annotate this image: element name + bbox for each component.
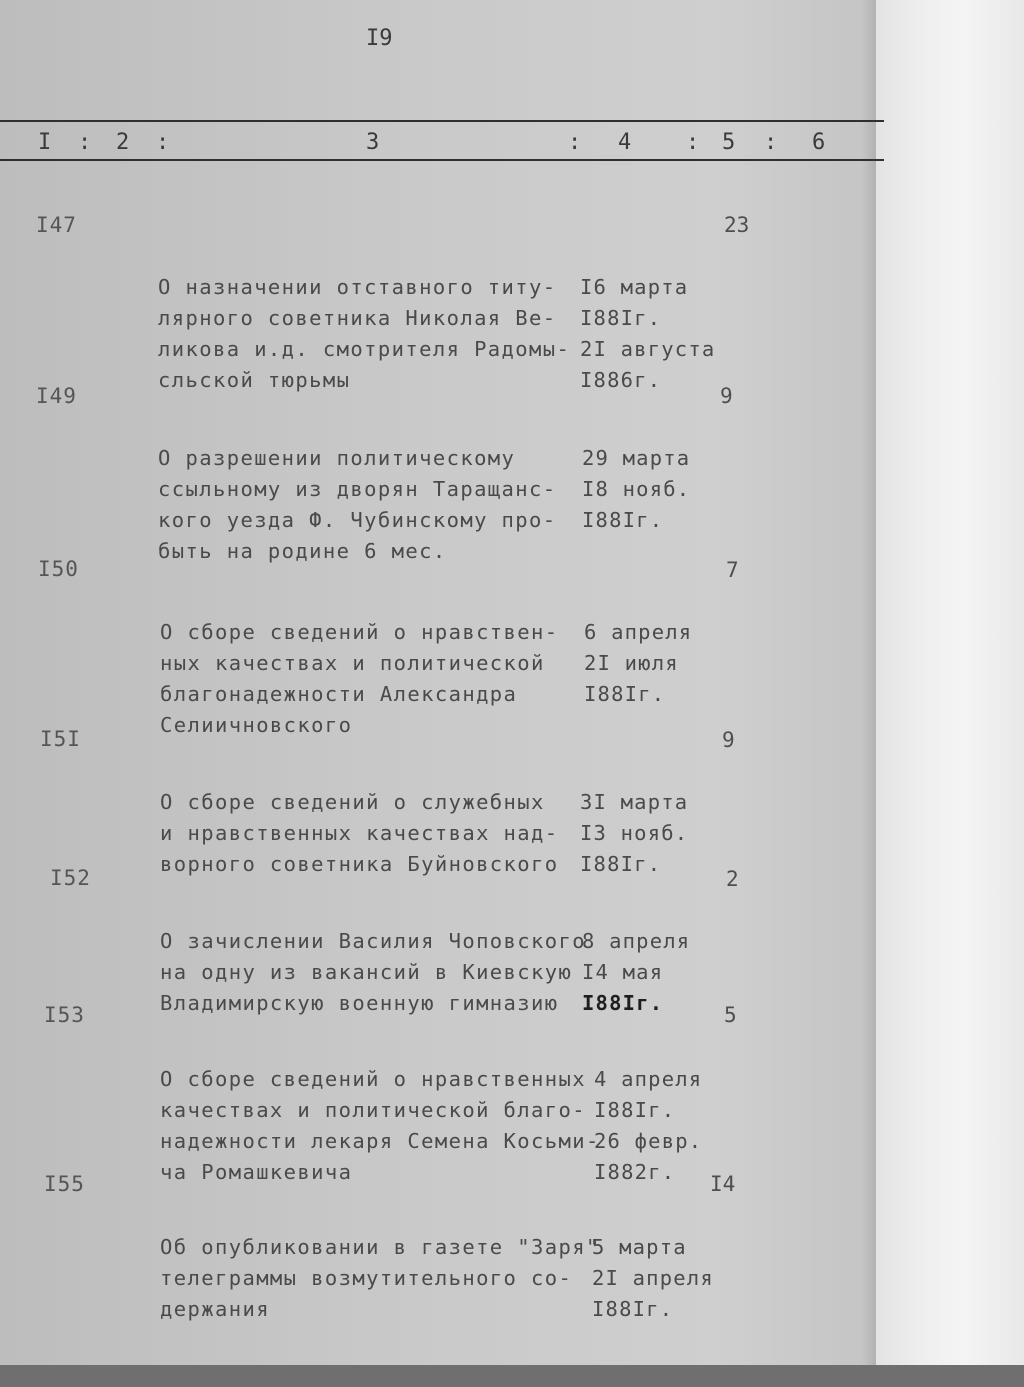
- header-bottom-rule: [0, 159, 884, 161]
- entry-description: Об опубликовании в газете "Заря" телеграммы возмутительного со- держания: [160, 1235, 600, 1321]
- entry-sheet-count: 9: [720, 384, 733, 408]
- entry-number: I49: [36, 384, 77, 408]
- entry-sheet-count: 9: [722, 728, 735, 752]
- header-top-rule: [0, 120, 884, 122]
- column-header-4: 4: [618, 130, 632, 155]
- entry-number: I55: [44, 1172, 85, 1196]
- entry-number: I47: [36, 213, 77, 237]
- entry-number: I52: [50, 866, 91, 890]
- column-header-6: 6: [812, 130, 826, 155]
- column-separator: :: [78, 130, 92, 155]
- entry-sheet-count: 7: [726, 558, 739, 582]
- column-header-5: 5: [722, 130, 736, 155]
- entry-dates: 8 апреля I4 мая I88Iг.: [582, 929, 691, 1015]
- entry-number: I5I: [40, 727, 81, 751]
- entry-dates: 6 апреля 2I июля I88Iг.: [584, 620, 693, 706]
- column-header-1: I: [38, 130, 52, 155]
- entry-description: О сборе сведений о служебных и нравственных качествах над- ворного советника Буйновского: [160, 790, 559, 876]
- entry-dates: I6 марта I88Iг. 2I августа I886г.: [580, 275, 716, 392]
- entry-number: I53: [44, 1003, 85, 1027]
- column-separator: :: [764, 130, 778, 155]
- entry-sheet-count: 2: [726, 867, 739, 891]
- entry-description: О сборе сведений о нравствен- ных качествах и политической благонадежности Александра Селиичновского: [160, 620, 559, 737]
- page-edge: [876, 0, 1024, 1365]
- entry-number: I50: [38, 557, 79, 581]
- column-header-2: 2: [116, 130, 130, 155]
- entry-description: О сборе сведений о нравственных качествах и политической благо- надежности лекаря Семена Косьми- ча Ромашкевича: [160, 1067, 600, 1184]
- column-separator: :: [568, 130, 582, 155]
- column-separator: :: [156, 130, 170, 155]
- page-number: I9: [366, 26, 393, 51]
- entry-sheet-count: I4: [710, 1172, 736, 1196]
- entry-description: О назначении отставного титу- лярного советника Николая Ве- ликова и.д. смотрителя Радомы- сльской тюрьмы: [158, 275, 571, 392]
- entry-description: О разрешении политическому ссыльному из дворян Таращанс- кого уезда Ф. Чубинскому про- быть на родине 6 мес.: [158, 446, 557, 563]
- column-separator: :: [686, 130, 700, 155]
- entry-dates: 4 апреля I88Iг. 26 февр. I882г.: [594, 1067, 703, 1184]
- entry-dates: 3I марта I3 нояб. I88Iг.: [580, 790, 689, 876]
- entry-sheet-count: 23: [724, 213, 750, 237]
- entry-dates: 5 марта 2I апреля I88Iг.: [592, 1235, 714, 1321]
- entry-sheet-count: 5: [724, 1003, 737, 1027]
- column-header-3: 3: [366, 130, 380, 155]
- entry-description: О зачислении Василия Чоповского на одну из вакансий в Киевскую Владимирскую военную гимназию: [160, 929, 587, 1015]
- entry-dates: 29 марта I8 нояб. I88Iг.: [582, 446, 691, 532]
